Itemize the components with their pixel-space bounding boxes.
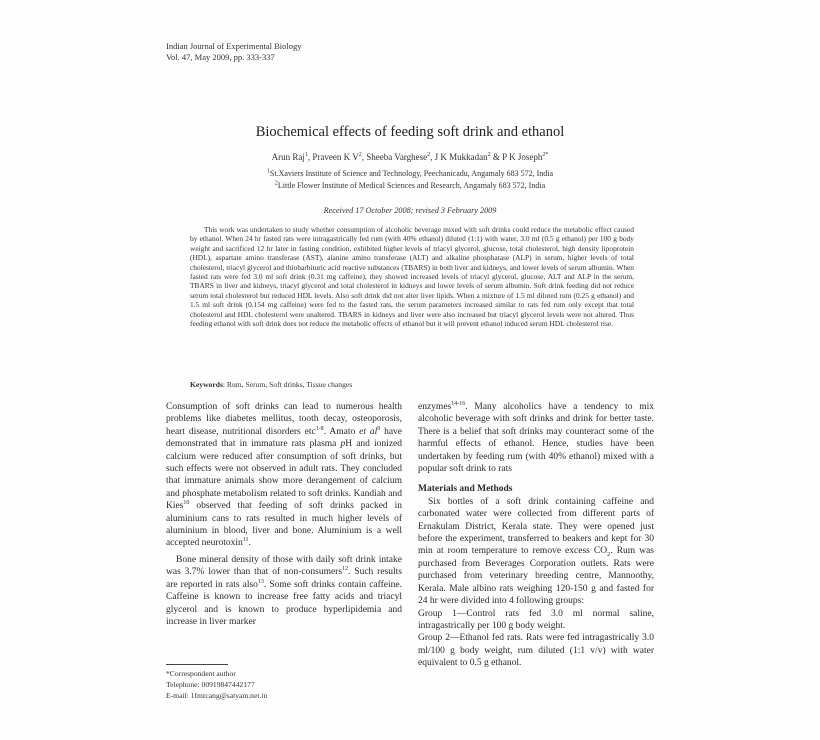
- journal-header: [166, 41, 302, 63]
- affiliation-sup: 2: [274, 180, 278, 187]
- author-name: J K Mukkadan: [434, 152, 488, 162]
- corresponding-author: *Correspondent author: [166, 669, 236, 678]
- author-name: Arun Raj: [271, 152, 305, 162]
- paper-title: Biochemical effects of feeding soft drink and ethanol: [255, 124, 565, 140]
- telephone: Telephone: 00919847442177: [166, 680, 255, 689]
- affiliation-line: [0, 180, 820, 192]
- affiliation-sup: 1: [266, 168, 270, 175]
- abstract: This work was undertaken to study whether consumption of alcoholic beverage mixed with soft drinks could reduce the metabolic effect caused by ethanol. When 24 hr fasted rats were intragastrically fed rum (with 40% ethanol) diluted (1:1) with water, 3.0 ml (0.5 g ethanol) per 100 g body weight and sacrificed 12 hr later in fasting condition, exhibited higher levels of triacyl glycerol, glucose, total cholesterol, high density lipoprotein (HDL), aspartate amino transferase (AST), alanine amino transferase (ALT) and alkaline phosphatase (ALP) in serum, higher levels of total cholesterol, triacyl glycerol and thiobarbituric acid reactive substances (TBARS) in both liver and kidneys, and lower levels of serum albumin. When fasted rats were fed 3.0 ml soft drink (0.31 mg caffeine), they showed increased levels of triacyl glycerol, glucose, ALT and ALP in the serum, TBARS in liver and kidneys, triacyl glycerol and total cholesterol in kidneys and lower levels of serum albumin. Soft drink feeding did not reduce serum total cholesterol but reduced HDL levels. Also soft drink did not alter liver lipids. When a mixture of 1.5 ml diluted rum (0.25 g ethanol) and 1.5 ml soft drink (0.154 mg caffeine) were fed to the fasted rats, the serum parameters increased similar to rats fed rum only except that total cholesterol and HDL cholesterol were unaltered. TBARS in kidneys and liver were also increased but triacyl glycerol levels were not altered. Thus feeding ethanol with soft drink does not reduce the metabolic effects of ethanol but it will prevent ethanol induced serum HDL cholesterol rise.: [190, 225, 634, 329]
- author-name: P K Joseph: [502, 152, 543, 162]
- author-sup: 2: [487, 152, 491, 158]
- received-dates: Received 17 October 2008; revised 3 February 2009: [323, 206, 497, 215]
- journal-citation: Vol. 47, May 2009, pp. 333-337: [166, 52, 275, 62]
- left-column: [166, 401, 402, 628]
- paragraph: Six bottles of a soft drink containing caffeine and carbonated water were collected from different parts of Ernakulam District, Kerala state. They were opened just before the experiment, transferred to beakers and kept for 30 min at room temperature to remove excess $CO_2$. Rum was purchased from Beverages Corporation outlets. Rats were purchased from veterinary breeding centre, Mannoothy, Kerala. Male albino rats weighing 120-150 g and fasted for 24 hr were divided into 4 following groups:: [418, 496, 654, 607]
- group-item: Group 2—Ethanol fed rats. Rats were fed intragastrically 3.0 ml/100 g body weight, rum diluted (1:1 v/v) with water equivalent to 0.5 g ethanol.: [418, 633, 654, 669]
- keywords-text: : Rum, Serum, Soft drinks, Tissue changes: [222, 380, 353, 389]
- footnote-divider: [166, 664, 228, 665]
- author-sup: 2: [427, 152, 431, 158]
- section-heading: Materials and Methods: [418, 484, 513, 495]
- keywords-label: Keywords: [190, 380, 223, 389]
- author-sup: 2: [358, 152, 362, 158]
- affiliation-text: Little Flower Institute of Medical Sciences and Research, Angamaly 683 572, India: [277, 181, 546, 190]
- affiliation-line: [0, 168, 820, 180]
- paragraph: Bone mineral density of those with daily soft drink intake was 3.7% lower than that of non-consumers$^{12}$. Such results are reported in rats also$^{13}$. Some soft drinks contain caffeine. Caffeine is known to increase free fatty acids and triacyl glycerol and is known to produce hyperlipidemia and increase in liver marker: [166, 554, 403, 627]
- paragraph: enzymes$^{14-16}$. Many alcoholics have a tendency to mix alcoholic beverage with soft drinks and drink for better taste. There is a belief that soft drinks may counteract some of the harmful effects of ethanol. Hence, studies have been undertaken by feeding rum (with 40% ethanol) mixed with a popular soft drink to rats: [418, 400, 654, 475]
- keywords: [190, 380, 352, 389]
- right-column: [418, 401, 654, 670]
- author-name: Praveen K V: [312, 152, 359, 162]
- author-name: Sheeba Varghese: [366, 152, 428, 162]
- author-list: Arun Raj$^1$, Praveen K $V^2$, Sheeba Varghese$^2$, J K Mukkadan$^2$ & P K Joseph$^{2*}$: [271, 152, 549, 162]
- footnote: [166, 668, 267, 701]
- author-sup: 2*: [542, 152, 549, 158]
- affiliation-text: St.Xaviers Institute of Science and Technology, Peechanicadu, Angamaly 683 572, India: [269, 169, 554, 178]
- email: E-mail: 1fmrcang@satyam.net.in: [166, 691, 268, 700]
- group-item: Group 1—Control rats fed 3.0 ml normal saline, intragastrically per 100 g body weight.: [418, 608, 654, 631]
- journal-name: Indian Journal of Experimental Biology: [166, 41, 302, 51]
- paragraph: Consumption of soft drinks can lead to numerous health problems like diabetes mellitus, tooth decay, osteoporosis, heart disease, nutritional disorders etc$^{1-8}$. Amato et $al^9$ have demonstrated that in immature rats plasma pH and ionized calcium were reduced after consumption of soft drinks, but such effects were not observed in adult rats. They concluded that immature animals show more derangement of calcium and phosphate metabolism related to soft drinks. Kandiah and Kies$^{10}$ observed that feeding of soft drinks packed in aluminium cans to rats resulted in much higher levels of aluminium in blood, liver and bone. Aluminium is a well accepted neurotoxin$^{11}$.: [166, 402, 403, 549]
- affiliations: [0, 168, 820, 192]
- author-sup: 1: [304, 152, 308, 158]
